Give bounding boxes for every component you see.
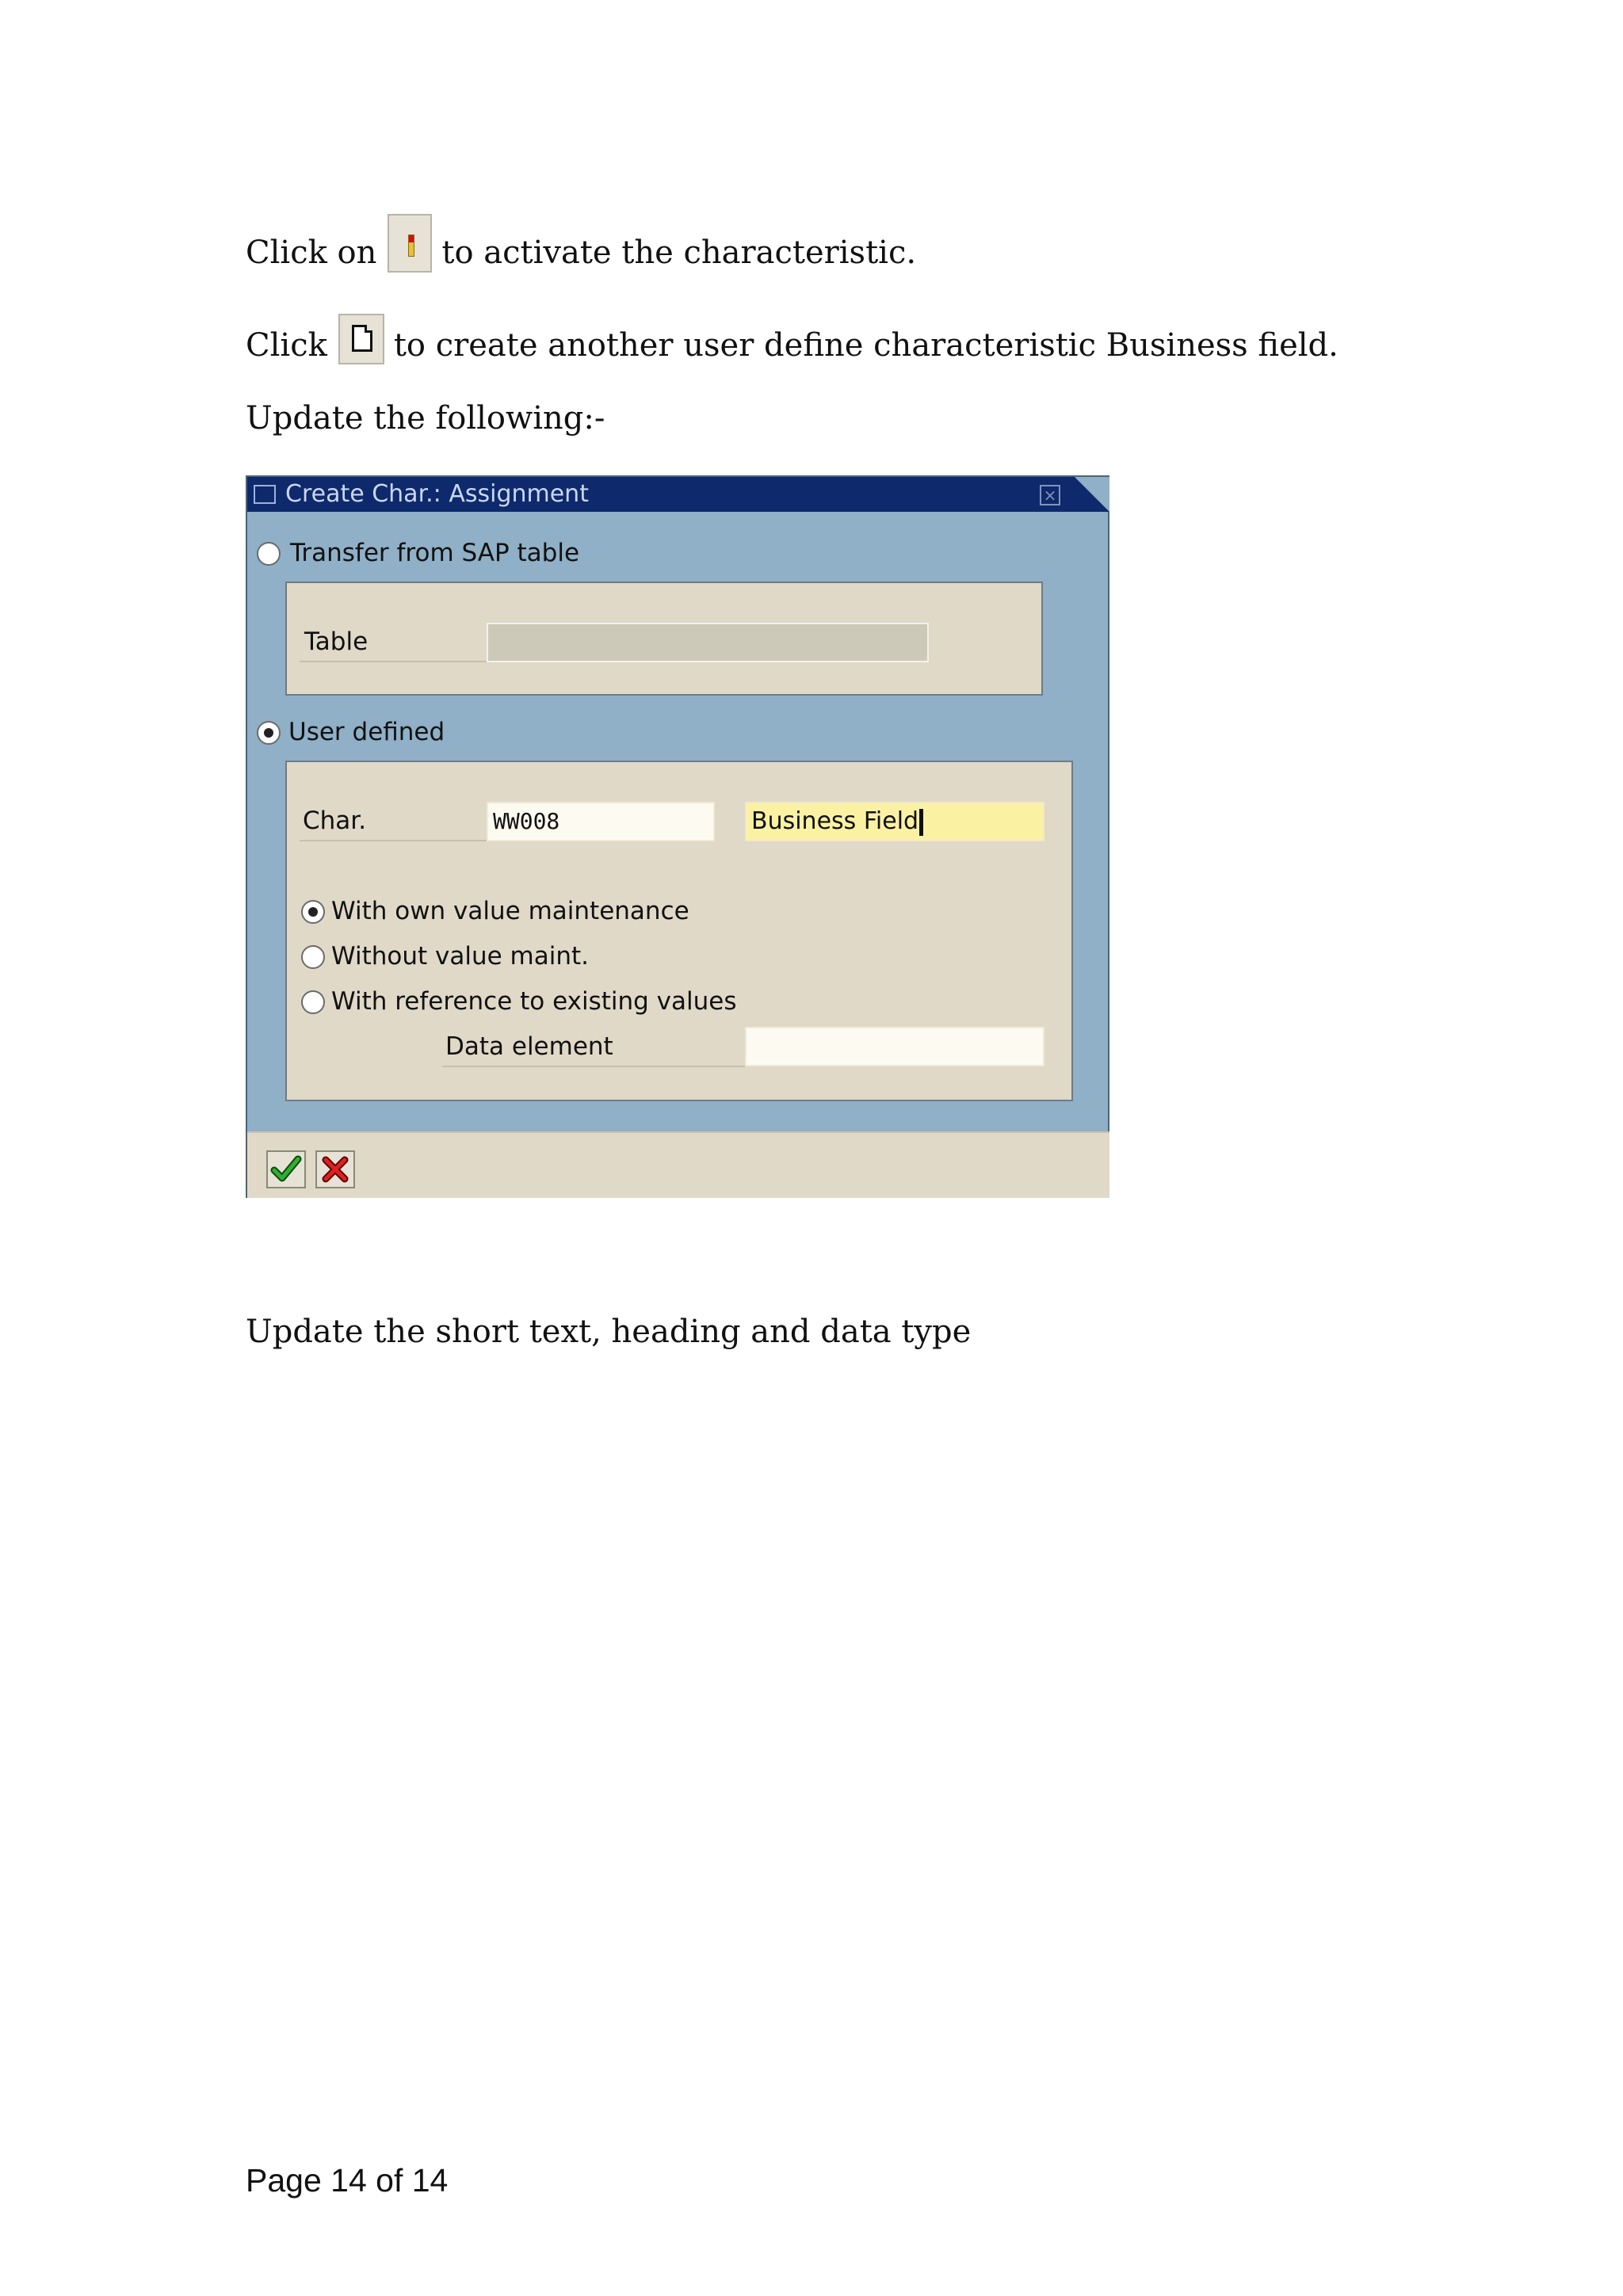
char-label: Char.	[303, 807, 367, 835]
data-element-label: Data element	[445, 1032, 613, 1061]
instruction-short-text: Update the short text, heading and data type	[246, 1314, 972, 1350]
instruction-update: Update the following:-	[246, 400, 605, 437]
reference-values-radio[interactable]	[301, 990, 325, 1014]
window-icon	[254, 485, 276, 504]
table-input[interactable]	[487, 623, 929, 662]
instruction-text: to activate the characteristic.	[441, 235, 917, 271]
close-icon[interactable]: ×	[1040, 485, 1060, 505]
instruction-text: to create another user define characteristic Business field.	[393, 327, 1338, 364]
dialog-title: Create Char.: Assignment	[285, 480, 589, 508]
instruction-create	[246, 320, 1338, 371]
own-value-label: With own value maintenance	[331, 897, 689, 925]
char-description-input[interactable]	[745, 802, 1044, 841]
table-label-underline	[300, 661, 487, 662]
cancel-x-icon	[317, 1152, 353, 1187]
instruction-activate	[246, 223, 916, 282]
char-label-underline	[300, 840, 487, 841]
dialog-footer	[247, 1131, 1109, 1198]
data-element-input[interactable]	[745, 1027, 1044, 1066]
text-cursor	[919, 809, 923, 836]
create-document-icon	[338, 314, 384, 364]
char-input[interactable]: WW008	[487, 802, 715, 841]
checkmark-icon	[268, 1152, 304, 1187]
char-description-value: Business Field	[751, 807, 919, 835]
dialog-titlebar	[247, 477, 1109, 512]
user-defined-group	[285, 761, 1073, 1101]
table-group	[285, 582, 1043, 696]
instruction-text: Click on	[246, 235, 377, 271]
own-value-radio[interactable]	[301, 900, 325, 924]
page-number: Page 14 of 14	[246, 2162, 449, 2199]
transfer-radio[interactable]	[257, 542, 281, 566]
titlebar-corner	[1075, 477, 1109, 512]
without-value-radio[interactable]	[301, 945, 325, 969]
transfer-label: Transfer from SAP table	[290, 539, 580, 567]
user-defined-radio[interactable]	[257, 721, 281, 745]
user-defined-label: User defined	[288, 718, 445, 746]
create-char-assignment-dialog	[246, 475, 1109, 1198]
activate-icon	[388, 214, 432, 273]
confirm-button[interactable]	[266, 1150, 306, 1188]
cancel-button[interactable]	[315, 1150, 355, 1188]
table-label: Table	[304, 627, 369, 656]
reference-values-label: With reference to existing values	[331, 987, 737, 1016]
instruction-text: Click	[246, 327, 327, 364]
without-value-label: Without value maint.	[331, 942, 590, 971]
data-element-underline	[442, 1066, 745, 1067]
